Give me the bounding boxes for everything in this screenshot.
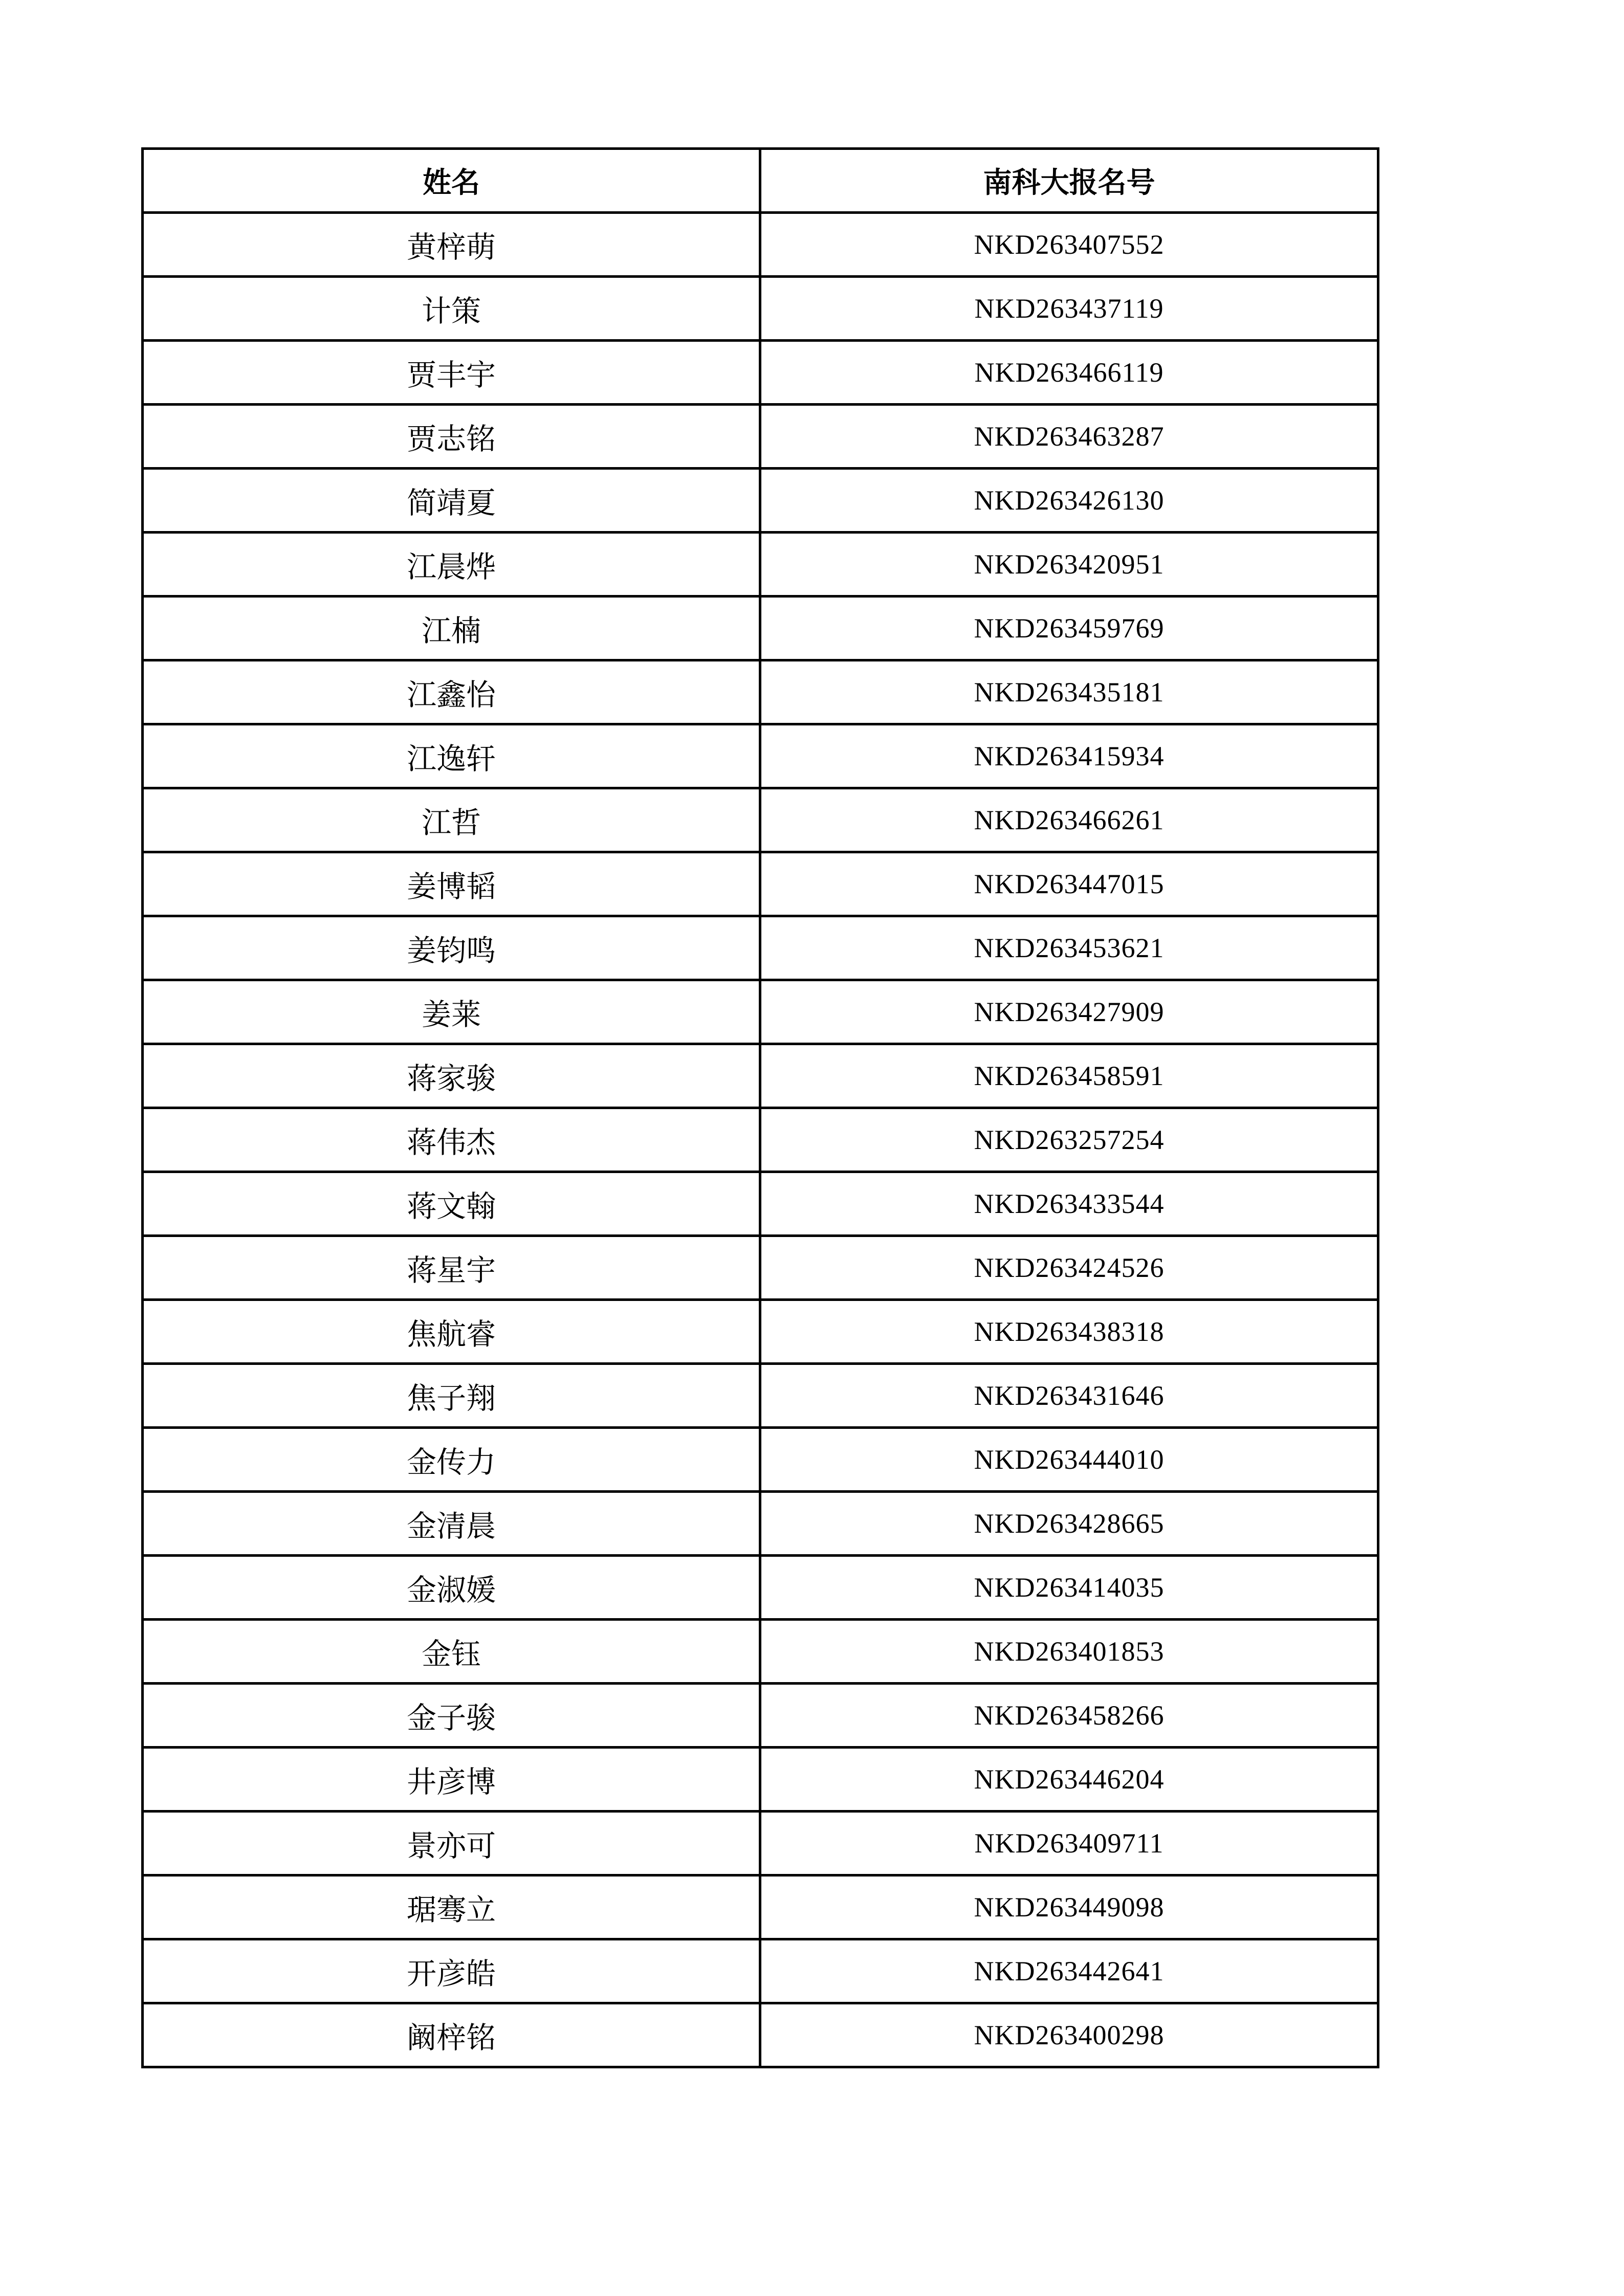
table-row [143,1684,1378,1748]
cell-registration-number: NKD263459769 [760,597,1378,660]
cell-registration-number: NKD263409711 [760,1812,1378,1875]
header-row [143,149,1378,213]
cell-registration-number: NKD263424526 [760,1236,1378,1300]
table-row [143,1300,1378,1364]
cell-registration-number: NKD263415934 [760,724,1378,788]
table-row [143,1939,1378,2003]
cell-registration-number: NKD263453621 [760,916,1378,980]
cell-registration-number: NKD263257254 [760,1108,1378,1172]
table-row [143,405,1378,469]
cell-registration-number: NKD263466261 [760,788,1378,852]
table-row [143,724,1378,788]
cell-registration-number: NKD263435181 [760,660,1378,724]
cell-name: 蒋伟杰 [143,1108,760,1172]
cell-name: 蒋星宇 [143,1236,760,1300]
cell-name: 姜莱 [143,980,760,1044]
table-row [143,852,1378,916]
cell-registration-number: NKD263414035 [760,1556,1378,1620]
cell-registration-number: NKD263420951 [760,533,1378,597]
table-row [143,213,1378,277]
cell-registration-number: NKD263437119 [760,277,1378,341]
table-row [143,788,1378,852]
table-row [143,980,1378,1044]
table-row [143,2003,1378,2067]
cell-name: 金清晨 [143,1492,760,1556]
cell-registration-number: NKD263444010 [760,1428,1378,1492]
table-row [143,341,1378,405]
table-row [143,1556,1378,1620]
cell-name: 井彦博 [143,1748,760,1812]
cell-registration-number: NKD263426130 [760,469,1378,533]
table-body [143,213,1378,2067]
cell-registration-number: NKD263442641 [760,1939,1378,2003]
table-row [143,1108,1378,1172]
cell-name: 江鑫怡 [143,660,760,724]
cell-registration-number: NKD263458591 [760,1044,1378,1108]
table-row [143,1044,1378,1108]
registration-table [141,147,1379,2068]
cell-name: 金钰 [143,1620,760,1684]
table-row [143,660,1378,724]
table-row [143,1492,1378,1556]
header-registration-number: 南科大报名号 [760,149,1378,213]
cell-name: 贾志铭 [143,405,760,469]
cell-name: 计策 [143,277,760,341]
cell-registration-number: NKD263400298 [760,2003,1378,2067]
cell-name: 开彦皓 [143,1939,760,2003]
table-row [143,1748,1378,1812]
table-row [143,277,1378,341]
cell-name: 江楠 [143,597,760,660]
table-row [143,1364,1378,1428]
cell-registration-number: NKD263466119 [760,341,1378,405]
cell-registration-number: NKD263449098 [760,1875,1378,1939]
cell-registration-number: NKD263433544 [760,1172,1378,1236]
cell-name: 姜博韬 [143,852,760,916]
table-row [143,916,1378,980]
table-row [143,1236,1378,1300]
table-row [143,469,1378,533]
table-row [143,597,1378,660]
cell-registration-number: NKD263463287 [760,405,1378,469]
table-row [143,1812,1378,1875]
cell-name: 金淑媛 [143,1556,760,1620]
cell-name: 阚梓铭 [143,2003,760,2067]
table-row [143,1172,1378,1236]
cell-registration-number: NKD263401853 [760,1620,1378,1684]
cell-name: 焦航睿 [143,1300,760,1364]
table-row [143,1620,1378,1684]
cell-name: 黄梓萌 [143,213,760,277]
header-name: 姓名 [143,149,760,213]
cell-name: 蒋文翰 [143,1172,760,1236]
cell-name: 贾丰宇 [143,341,760,405]
cell-name: 焦子翔 [143,1364,760,1428]
cell-registration-number: NKD263427909 [760,980,1378,1044]
cell-name: 姜钧鸣 [143,916,760,980]
cell-registration-number: NKD263438318 [760,1300,1378,1364]
cell-name: 蒋家骏 [143,1044,760,1108]
cell-registration-number: NKD263447015 [760,852,1378,916]
cell-name: 景亦可 [143,1812,760,1875]
cell-name: 江哲 [143,788,760,852]
cell-registration-number: NKD263407552 [760,213,1378,277]
cell-name: 江逸轩 [143,724,760,788]
table-row [143,1428,1378,1492]
cell-registration-number: NKD263428665 [760,1492,1378,1556]
cell-registration-number: NKD263458266 [760,1684,1378,1748]
cell-name: 金传力 [143,1428,760,1492]
cell-name: 简靖夏 [143,469,760,533]
cell-name: 江晨烨 [143,533,760,597]
cell-name: 金子骏 [143,1684,760,1748]
cell-name: 琚骞立 [143,1875,760,1939]
table-row [143,533,1378,597]
cell-registration-number: NKD263431646 [760,1364,1378,1428]
cell-registration-number: NKD263446204 [760,1748,1378,1812]
table-row [143,1875,1378,1939]
